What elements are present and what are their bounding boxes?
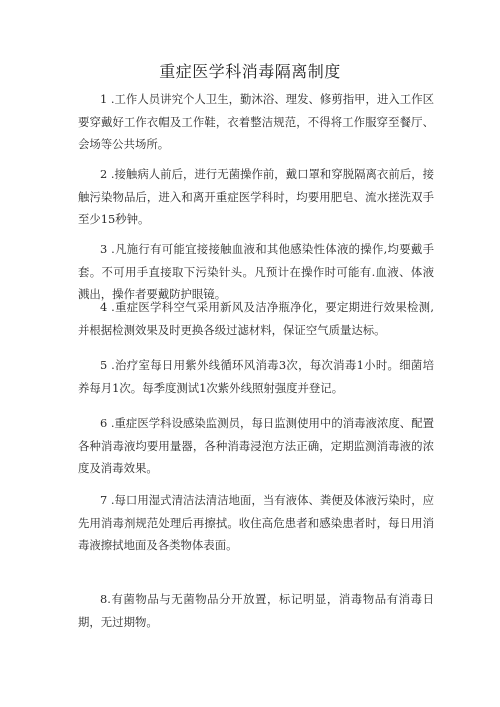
document-title: 重症医学科消毒隔离制度 (159, 62, 341, 81)
rule-paragraph-8: 8.有菌物品与无菌物品分开放置，标记明显，消毒物品有消毒日期，无过期物。 (78, 592, 434, 629)
rule-paragraph-2: 2 .接触病人前后，进行无菌操作前，戴口罩和穿脱隔离衣前后，接触污染物品后，进入和离开重症医学科时，均要用肥皂、流水搓洗双手至少15秒钟。 (78, 167, 434, 226)
rule-paragraph-4: 4 .重症医学科空气采用新风及洁净瓶净化，要定期进行效果检测,并根据检测效果及时更换各级过滤材料，保证空气质量达标。 (78, 300, 434, 337)
rule-paragraph-6: 6 .重症医学科设感染监测员，每日监测使用中的消毒液浓度、配置各种消毒液均要用量器，各种消毒浸泡方法正确，定期监测消毒液的浓度及消毒效果。 (78, 416, 434, 475)
rule-paragraph-1: 1 .工作人员讲究个人卫生，勤沐浴、理发、修剪指甲，进入工作区要穿戴好工作衣帽及工作鞋，衣着整洁规范，不得将工作服穿至餐厅、会场等公共场所。 (78, 92, 434, 151)
rule-paragraph-5: 5 .治疗室每日用紫外线循环风消毒3次，每次消毒1小时。细菌培养每月1次。每季度测试1次紫外线照射强度并登记。 (78, 358, 434, 395)
rule-paragraph-3: 3 .凡施行有可能宜接接触血液和其他感染性体液的操作,均要戴手套。不可用手直接取下污染针头。凡预计在操作时可能有.血液、体液溅出，操作者要戴防护眼镜。 (78, 242, 434, 301)
rule-paragraph-7: 7 .每口用湿式清洁法清洁地面，当有液体、粪便及体液污染时，应先用消毒剂规范处理后再擦拭。收住高危患者和感染患者时，每日用消毒液擦拭地面及各类物体表面。 (78, 493, 434, 552)
